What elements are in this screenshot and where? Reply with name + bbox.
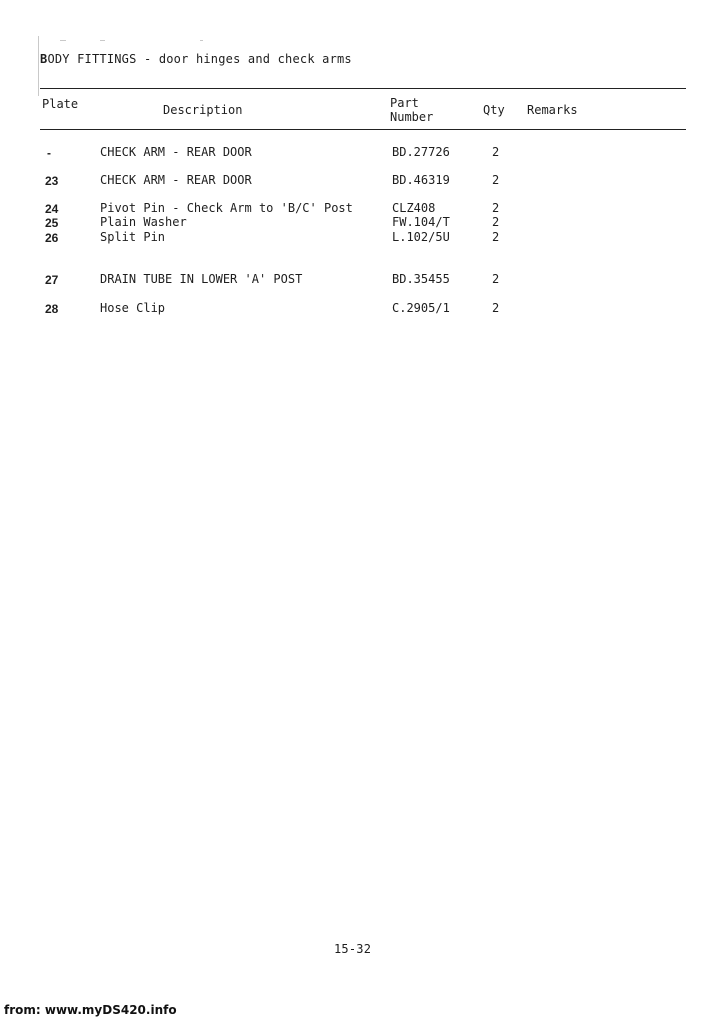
row-description: DRAIN TUBE IN LOWER 'A' POST [100, 272, 303, 286]
row-plate: 26 [45, 231, 59, 245]
row-part-number: CLZ408 [392, 201, 436, 215]
row-part-number: L.102/5U [392, 230, 450, 244]
title-rest: - door hinges and check arms [136, 52, 352, 66]
row-part-number: BD.27726 [392, 145, 450, 159]
row-part-number: C.2905/1 [392, 301, 450, 315]
row-description: Hose Clip [100, 301, 166, 315]
page-number: 15-32 [334, 942, 372, 956]
column-header-part-line1: Part [390, 96, 419, 110]
column-header-plate: Plate [42, 97, 79, 111]
column-header-description: Description [163, 103, 243, 117]
row-description: Plain Washer [100, 215, 187, 229]
row-part-number: FW.104/T [392, 215, 450, 229]
row-qty: 2 [492, 301, 500, 315]
row-description: Split Pin [100, 230, 166, 244]
row-description: CHECK ARM - REAR DOOR [100, 145, 252, 159]
row-qty: 2 [492, 272, 500, 286]
row-qty: 2 [492, 145, 500, 159]
row-qty: 2 [492, 230, 500, 244]
row-part-number: BD.35455 [392, 272, 450, 286]
row-description: CHECK ARM - REAR DOOR [100, 173, 252, 187]
title-caps: ODY FITTINGS [47, 52, 137, 66]
row-plate: 25 [45, 216, 59, 230]
row-plate: 24 [45, 202, 59, 216]
column-header-remarks: Remarks [527, 103, 578, 117]
source-footer: from: www.myDS420.info [4, 1003, 177, 1017]
row-qty: 2 [492, 173, 500, 187]
column-header-part-line2: Number [390, 110, 434, 124]
row-plate: 27 [45, 273, 59, 287]
column-header-qty: Qty [483, 103, 505, 117]
row-qty: 2 [492, 215, 500, 229]
page-title [40, 52, 352, 66]
row-plate: 28 [45, 302, 59, 316]
row-part-number: BD.46319 [392, 173, 450, 187]
header-bottom-rule [40, 129, 686, 130]
title-lead: B [40, 52, 48, 66]
row-plate: 23 [45, 174, 59, 188]
row-qty: 2 [492, 201, 500, 215]
header-top-rule [40, 88, 686, 89]
row-plate: - [47, 146, 51, 160]
row-description: Pivot Pin - Check Arm to 'B/C' Post [100, 201, 353, 215]
